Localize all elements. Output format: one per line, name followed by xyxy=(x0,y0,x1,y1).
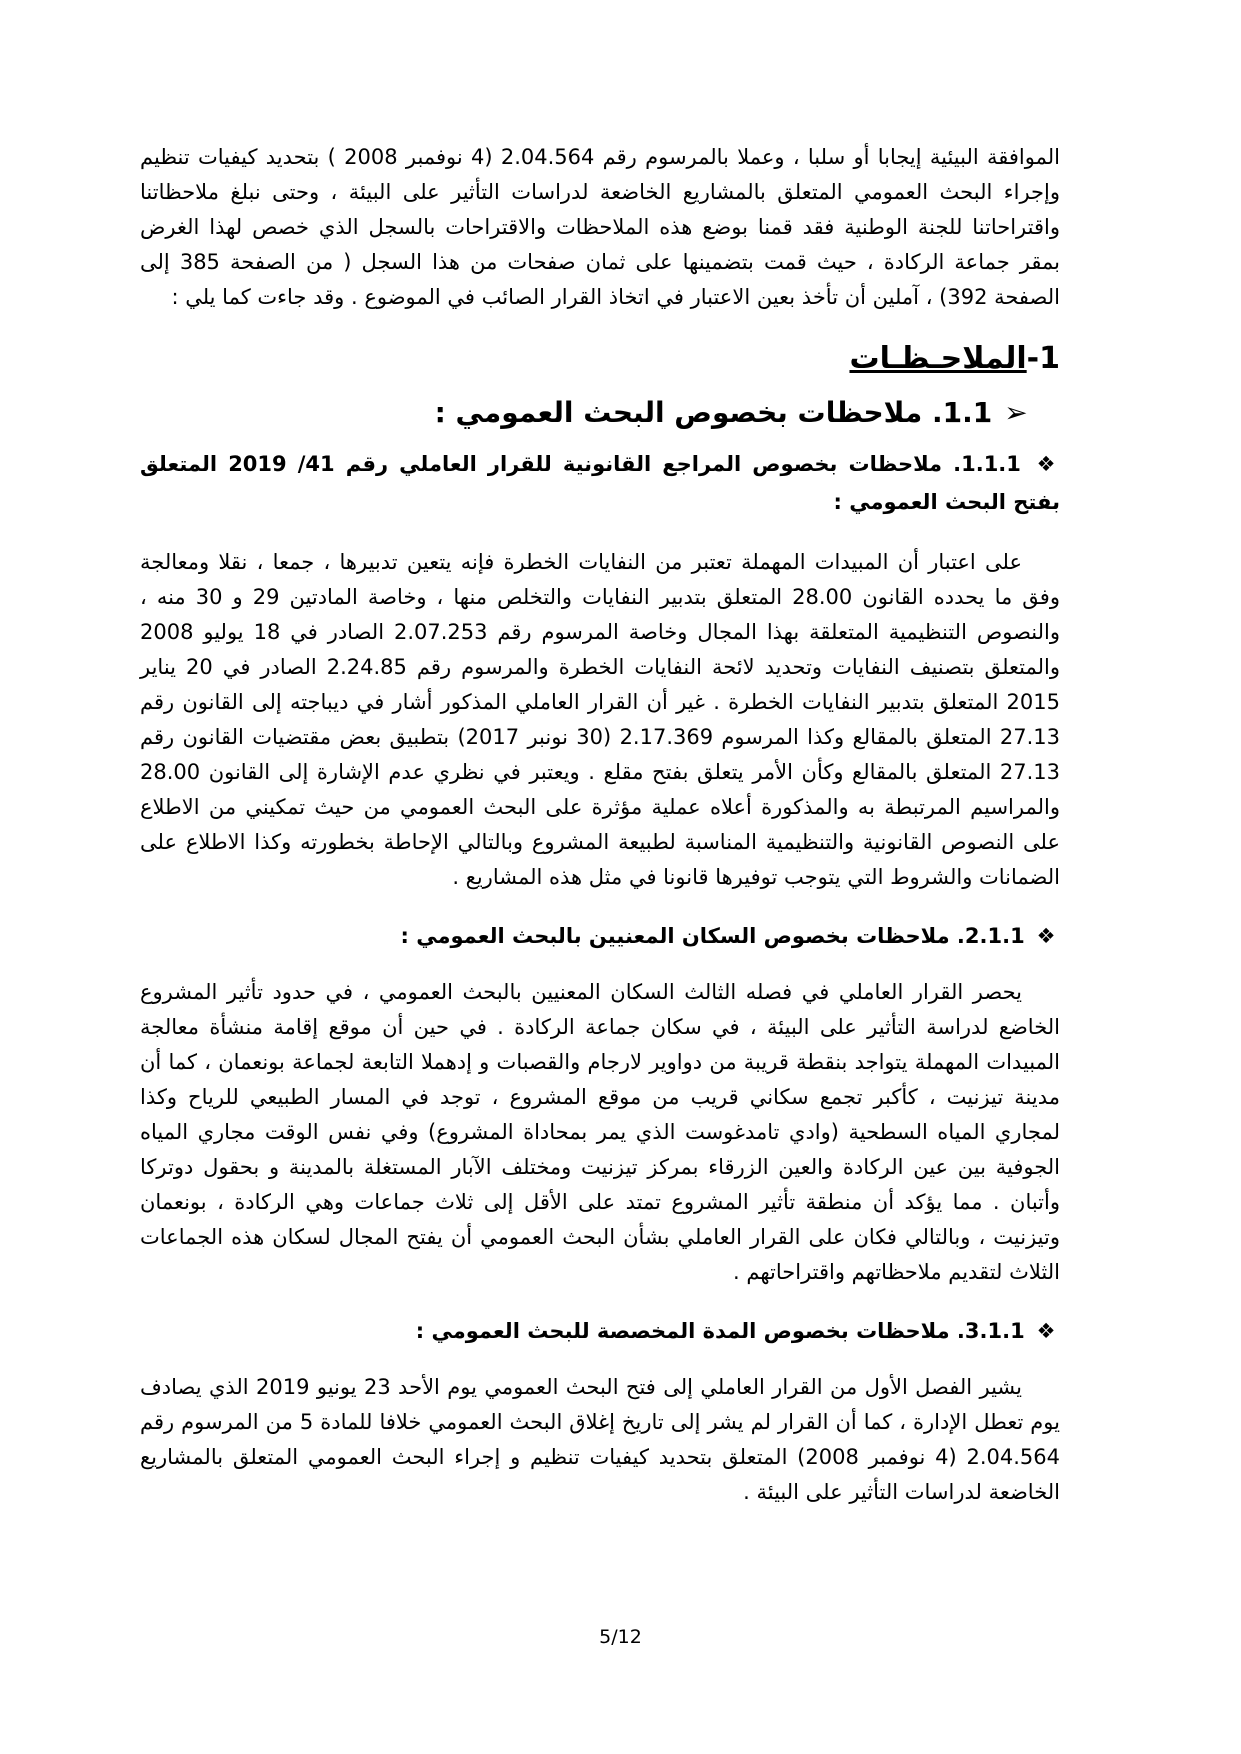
document-content xyxy=(140,140,1060,1510)
diamond-bullet-icon: ❖ xyxy=(1036,924,1056,948)
concerned-population-paragraph: يحصر القرار العاملي في فصله الثالث السكان المعنيين بالبحث العمومي ، في حدود تأثير المشروع الخاضع لدراسة التأثير على البيئة ، في سكان جماعة الركادة . في حين أن موقع إقامة منشأة معالجة المبيدات المهملة يتواجد بنقطة قريبة من دواوير لارجام والقصبات و إدهملا التابعة لجماعة بونعمان ، كما أن مدينة تيزنيت ، كأكبر تجمع سكاني قريب من موقع المشروع ، توجد في المسار الطبيعي للرياح وكذا لمجاري المياه السطحية (وادي تامدغوست الذي يمر بمحاداة المشروع) وفي نفس الوقت مجاري المياه الجوفية بين عين الركادة والعين الزرقاء بمركز تيزنيت ومختلف الآبار المستغلة بالمدينة و بحقول دوتركا وأتبان . مما يؤكد أن منطقة تأثير المشروع تمتد على الأقل إلى ثلاث جماعات وهي الركادة ، بونعمان وتيزنيت ، وبالتالي فكان على القرار العاملي بشأن البحث العمومي أن يفتح المجال لسكان هذه الجماعات الثلاث لتقديم ملاحظاتهم واقتراحاتهم . xyxy=(140,980,1060,1284)
duration-paragraph: يشير الفصل الأول من القرار العاملي إلى فتح البحث العمومي يوم الأحد 23 يونيو 2019 الذي يصادف يوم تعطل الإدارة ، كما أن القرار لم يشر إلى تاريخ إغلاق البحث العمومي خلافا للمادة 5 من المرسوم رقم 2.04.564 (4 نوفمبر 2008) المتعلق بتحديد كيفيات تنظيم و إجراء البحث العمومي المتعلق بالمشاريع الخاضعة لدراسات التأثير على البيئة . xyxy=(140,1375,1060,1504)
subsubsection-heading-duration xyxy=(140,1312,1060,1350)
subsection-heading xyxy=(140,391,1060,435)
intro-paragraph: الموافقة البيئية إيجابا أو سلبا ، وعملا بالمرسوم رقم 2.04.564 (4 نوفمبر 2008 ) بتحديد كيفيات تنظيم وإجراء البحث العمومي المتعلق بالمشاريع الخاضعة لدراسات التأثير على البيئة ، وحتى نبلغ ملاحظاتنا واقتراحاتنا للجنة الوطنية فقد قمنا بوضع هذه الملاحظات والاقتراحات بالسجل الذي خصص لهذا الغرض بمقر جماعة الركادة ، حيث قمت بتضمينها على ثمان صفحات من هذا السجل ( من الصفحة 385 إلى الصفحة 392) ، آملين أن تأخذ بعين الاعتبار في اتخاذ القرار الصائب في الموضوع . وقد جاءت كما يلي : xyxy=(140,145,1060,309)
arrow-bullet-icon: ➢ xyxy=(1004,396,1028,429)
subsubsection-title: 3.1.1. ملاحظات بخصوص المدة المخصصة للبحث العمومي : xyxy=(415,1319,1025,1343)
subsubsection-heading-concerned-population xyxy=(140,917,1060,955)
page-number: 5/12 xyxy=(599,1626,642,1648)
diamond-bullet-icon: ❖ xyxy=(1036,452,1056,476)
subsubsection-title: 2.1.1. ملاحظات بخصوص السكان المعنيين بالبحث العمومي : xyxy=(400,924,1025,948)
section-number: 1- xyxy=(1026,341,1060,376)
subsection-title: 1.1. ملاحظات بخصوص البحث العمومي : xyxy=(434,396,993,429)
section-title: الملاحـظـات xyxy=(849,341,1027,376)
legal-references-paragraph: على اعتبار أن المبيدات المهملة تعتبر من النفايات الخطرة فإنه يتعين تدبيرها ، جمعا ، نقلا ومعالجة وفق ما يحدده القانون 28.00 المتعلق بتدبير النفايات والتخلص منها ، وخاصة المادتين 29 و 30 منه ، والنصوص التنظيمية المتعلقة بهذا المجال وخاصة المرسوم رقم 2.07.253 الصادر في 18 يوليو 2008 والمتعلق بتصنيف النفايات وتحديد لائحة النفايات الخطرة والمرسوم رقم 2.24.85 الصادر في 20 يناير 2015 المتعلق بتدبير النفايات الخطرة . غير أن القرار العاملي المذكور أشار في ديباجته إلى القانون رقم 27.13 المتعلق بالمقالع وكذا المرسوم 2.17.369 (30 نونبر 2017) بتطبيق بعض مقتضيات القانون رقم 27.13 المتعلق بالمقالع وكأن الأمر يتعلق بفتح مقلع . ويعتبر في نظري عدم الإشارة إلى القانون 28.00 والمراسيم المرتبطة به والمذكورة أعلاه عملية مؤثرة على البحث العمومي من حيث تمكيني من الاطلاع على النصوص القانونية والتنظيمية المناسبة لطبيعة المشروع وبالتالي الإحاطة بخطورته وكذا الاطلاع على الضمانات والشروط التي يتوجب توفيرها قانونا في مثل هذه المشاريع . xyxy=(140,550,1061,889)
diamond-bullet-icon: ❖ xyxy=(1036,1319,1056,1343)
section-heading xyxy=(140,337,1060,381)
subsubsection-title: 1.1.1. ملاحظات بخصوص المراجع القانونية للقرار العاملي رقم 41/ 2019 المتعلق بفتح البحث العمومي : xyxy=(140,452,1060,514)
subsubsection-heading-legal-references xyxy=(140,445,1060,521)
